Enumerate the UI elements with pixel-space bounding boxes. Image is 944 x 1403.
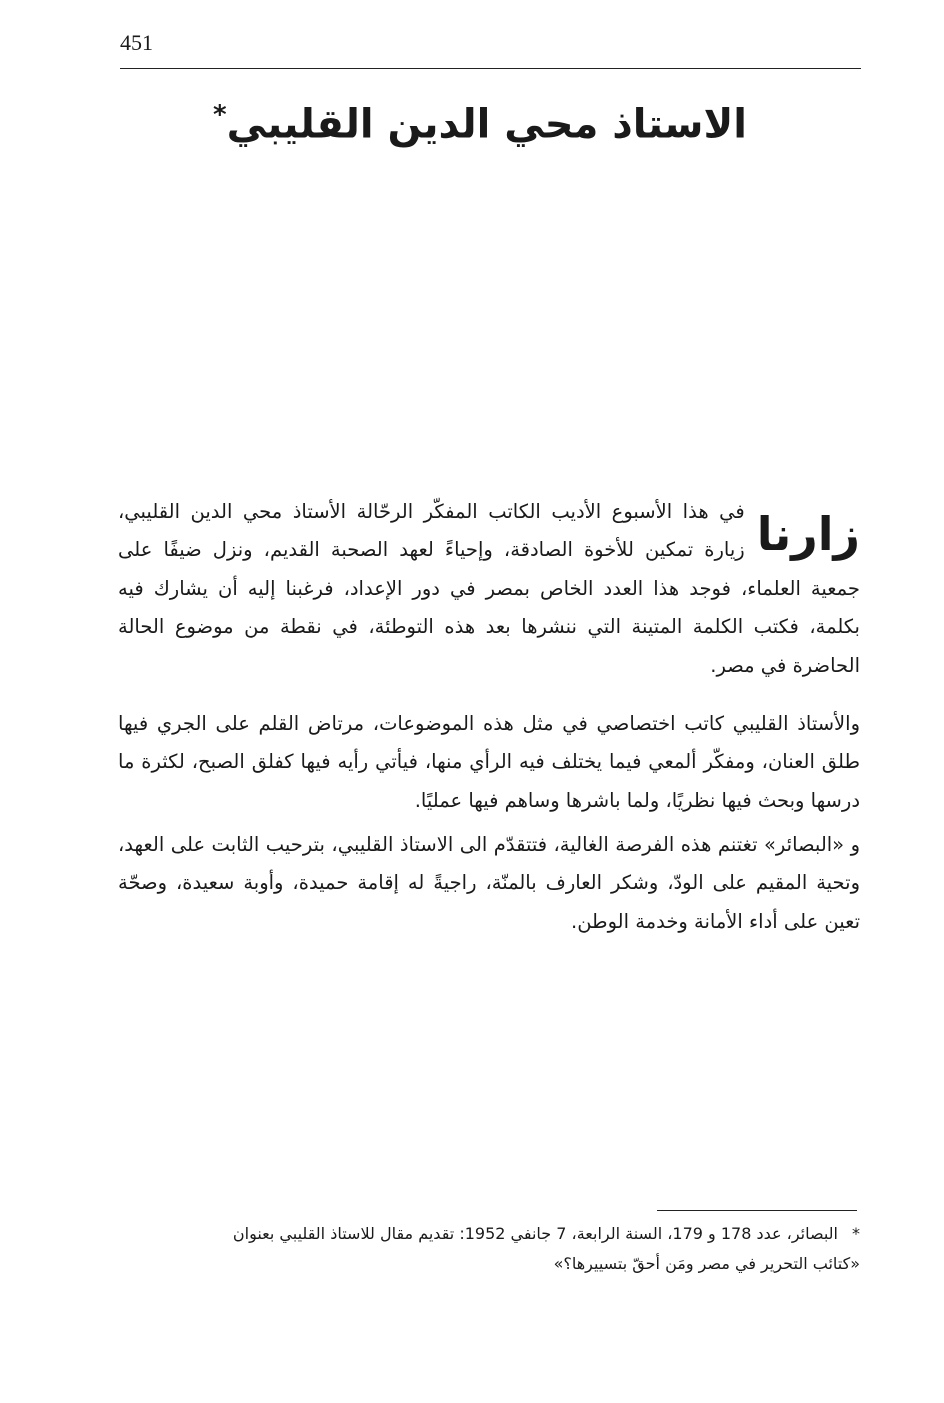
footnote-line-2: «كتائب التحرير في مصر ومَن أحقّ بتسييرها؟» [553, 1254, 860, 1273]
footnote [118, 1219, 860, 1279]
footnote-marker: * [852, 1224, 860, 1243]
header-rule [120, 68, 861, 69]
page-number: 451 [120, 30, 153, 55]
paragraph-1-text: في هذا الأسبوع الأديب الكاتب المفكّر الرحّالة الأستاذ محي الدين القليبي، زيارة تمكين للأخوة الصادقة، وإحياءً لعهد الصحبة القديم، ونزل ضيفًا على جمعية العلماء، فوجد هذا العدد الخاص بمصر في دور الإعداد، فرغبنا إليه أن يشارك فيه بكلمة، فكتب الكلمة المتينة التي ننشرها بعد هذه التوطئة، في نقطة من موضوع الحالة الحاضرة في مصر. [118, 500, 860, 677]
footnote-rule [657, 1210, 857, 1211]
paragraph-1 [118, 493, 860, 685]
title-footnote-marker: * [213, 100, 227, 130]
paragraph-3: و «البصائر» تغتنم هذه الفرصة الغالية، فتتقدّم الى الاستاذ القليبي، بترحيب الثابت على العهد، وتحية المقيم على الودّ، وشكر العارف بالمنّة، راجيةً له إقامة حميدة، وأوبة سعيدة، وصحّة تعين على أداء الأمانة وخدمة الوطن. [118, 833, 860, 933]
footnote-text-1: البصائر، عدد 178 و 179، السنة الرابعة، 7 جانفي 1952: تقديم مقال للاستاذ القليبي بعنوان [232, 1224, 838, 1243]
paragraph-2: والأستاذ القليبي كاتب اختصاصي في مثل هذه الموضوعات، مرتاض القلم على الجري فيها طلق العنان، ومفكّر ألمعي فيما يختلف فيه الرأي منها، فيأتي رأيه فيها كفلق الصبح، لكثرة ما درسها وبحث فيها نظريًا، ولما باشرها وساهم فيها عمليًا. [118, 712, 860, 812]
drop-word: زارنا [756, 507, 860, 561]
page-title [200, 100, 760, 148]
footnote-line-1 [118, 1219, 860, 1249]
title-text: الاستاذ محي الدين القليبي [226, 101, 747, 148]
